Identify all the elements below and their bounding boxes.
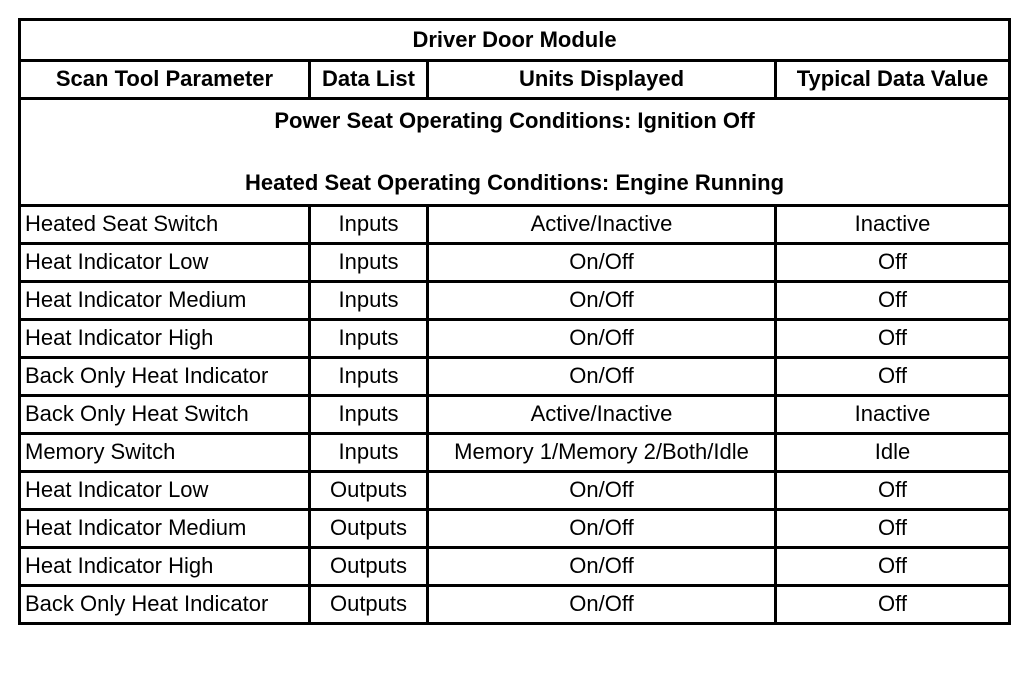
data-list-cell: Inputs (310, 244, 428, 282)
typical-value-cell: Off (776, 586, 1010, 624)
typical-value-cell: Off (776, 358, 1010, 396)
typical-value-cell: Off (776, 282, 1010, 320)
parameter-cell: Heat Indicator Medium (20, 282, 310, 320)
units-cell: On/Off (428, 472, 776, 510)
data-table-container (18, 18, 1008, 625)
data-list-cell: Outputs (310, 586, 428, 624)
units-cell: On/Off (428, 244, 776, 282)
table-row (20, 396, 1010, 434)
parameter-cell: Back Only Heat Switch (20, 396, 310, 434)
heated-seat-conditions: Heated Seat Operating Conditions: Engine Running (245, 170, 785, 195)
units-cell: Memory 1/Memory 2/Both/Idle (428, 434, 776, 472)
units-cell: On/Off (428, 548, 776, 586)
data-list-cell: Outputs (310, 548, 428, 586)
data-list-cell: Inputs (310, 320, 428, 358)
data-list-cell: Inputs (310, 282, 428, 320)
table-row (20, 586, 1010, 624)
table-row (20, 282, 1010, 320)
typical-value-cell: Off (776, 548, 1010, 586)
table-row (20, 358, 1010, 396)
conditions-row (20, 99, 1010, 206)
units-cell: On/Off (428, 282, 776, 320)
table-row (20, 434, 1010, 472)
title-row (20, 20, 1010, 61)
conditions-spacer (21, 133, 1008, 171)
table-body (20, 99, 1010, 624)
parameter-cell: Back Only Heat Indicator (20, 586, 310, 624)
parameter-cell: Heat Indicator Low (20, 244, 310, 282)
parameter-cell: Heat Indicator Low (20, 472, 310, 510)
header-units-displayed: Units Displayed (428, 61, 776, 99)
typical-value-cell: Inactive (776, 396, 1010, 434)
table-row (20, 244, 1010, 282)
parameter-cell: Back Only Heat Indicator (20, 358, 310, 396)
table-row (20, 206, 1010, 244)
table-row (20, 472, 1010, 510)
table-row (20, 320, 1010, 358)
data-list-cell: Inputs (310, 434, 428, 472)
data-list-cell: Outputs (310, 472, 428, 510)
typical-value-cell: Off (776, 510, 1010, 548)
typical-value-cell: Idle (776, 434, 1010, 472)
units-cell: On/Off (428, 586, 776, 624)
parameter-cell: Heat Indicator High (20, 548, 310, 586)
units-cell: On/Off (428, 320, 776, 358)
units-cell: On/Off (428, 358, 776, 396)
data-list-cell: Outputs (310, 510, 428, 548)
units-cell: Active/Inactive (428, 396, 776, 434)
typical-value-cell: Off (776, 244, 1010, 282)
header-scan-tool-parameter: Scan Tool Parameter (20, 61, 310, 99)
parameter-cell: Heated Seat Switch (20, 206, 310, 244)
table-row (20, 548, 1010, 586)
data-list-cell: Inputs (310, 358, 428, 396)
typical-value-cell: Inactive (776, 206, 1010, 244)
table-title: Driver Door Module (20, 20, 1010, 61)
typical-value-cell: Off (776, 320, 1010, 358)
header-data-list: Data List (310, 61, 428, 99)
parameter-cell: Heat Indicator Medium (20, 510, 310, 548)
table-row (20, 510, 1010, 548)
operating-conditions-cell (20, 99, 1010, 206)
parameter-cell: Heat Indicator High (20, 320, 310, 358)
data-list-cell: Inputs (310, 206, 428, 244)
units-cell: Active/Inactive (428, 206, 776, 244)
power-seat-conditions: Power Seat Operating Conditions: Ignition Off (274, 107, 755, 133)
units-cell: On/Off (428, 510, 776, 548)
typical-value-cell: Off (776, 472, 1010, 510)
header-row (20, 61, 1010, 99)
data-list-cell: Inputs (310, 396, 428, 434)
header-typical-data-value: Typical Data Value (776, 61, 1010, 99)
driver-door-module-table (18, 18, 1011, 625)
parameter-cell: Memory Switch (20, 434, 310, 472)
